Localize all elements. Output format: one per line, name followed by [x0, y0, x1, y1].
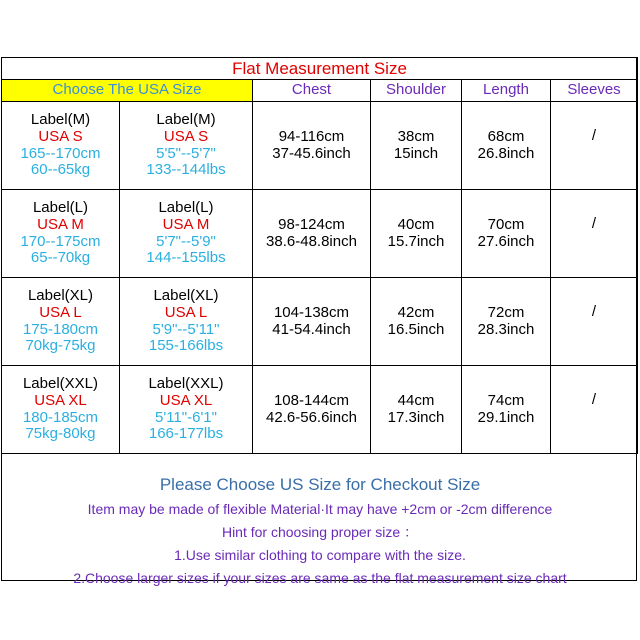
length-cm: 72cm	[487, 303, 525, 321]
length-cm: 74cm	[487, 391, 525, 409]
size-label-cell	[2, 278, 120, 366]
size-label-cell-imperial	[120, 278, 253, 366]
shoulder-cm: 44cm	[397, 391, 435, 409]
size-label-cell-imperial	[120, 102, 253, 190]
chest-inch: 42.6-56.6inch	[266, 408, 357, 426]
shoulder-cell	[371, 190, 462, 278]
shoulder-cm: 40cm	[397, 215, 435, 233]
size-label-cell	[2, 190, 120, 278]
length-cell	[462, 366, 551, 454]
weight-lbs: 155-166lbs	[148, 337, 224, 355]
chest-inch: 38.6-48.8inch	[266, 232, 357, 250]
sleeves-cell	[551, 190, 638, 278]
hint-line-2: 2.Choose larger sizes if your sizes are same as the flat measurement size chart	[73, 570, 567, 586]
sleeves-cell	[551, 102, 638, 190]
sleeves-value: /	[591, 303, 597, 321]
chest-cell	[253, 102, 371, 190]
header-chest: Chest	[253, 80, 371, 102]
shoulder-inch: 17.3inch	[387, 408, 445, 426]
size-label-cell-imperial	[120, 366, 253, 454]
length-inch: 28.3inch	[477, 320, 535, 338]
size-row	[2, 102, 638, 190]
sleeves-cell	[551, 278, 638, 366]
size-label: Label(XXL)	[22, 374, 99, 392]
size-chart-table	[1, 57, 638, 454]
chest-cm: 108-144cm	[273, 391, 350, 409]
chest-cm: 94-116cm	[278, 127, 345, 145]
size-row	[2, 366, 638, 454]
size-label: Label(M)	[156, 110, 216, 128]
shoulder-inch: 16.5inch	[387, 320, 445, 338]
usa-size: USA L	[164, 303, 208, 321]
weight-lbs: 133--144lbs	[146, 161, 226, 179]
header-length: Length	[462, 80, 551, 102]
height-ft: 5'11"-6'1"	[155, 408, 217, 426]
chest-inch: 41-54.4inch	[272, 320, 351, 338]
usa-size: USA XL	[34, 391, 87, 409]
weight-lbs: 144--155lbs	[146, 249, 226, 267]
material-note: Item may be made of flexible Material·It may have +2cm or -2cm difference	[87, 501, 553, 517]
header-sleeves: Sleeves	[551, 80, 638, 102]
size-label: Label(XXL)	[148, 374, 224, 392]
height-cm: 165--170cm	[20, 144, 101, 162]
header-shoulder: Shoulder	[371, 80, 462, 102]
weight-kg: 65--70kg	[30, 249, 91, 267]
shoulder-cell	[371, 102, 462, 190]
weight-kg: 70kg-75kg	[25, 337, 96, 355]
chest-cm: 98-124cm	[278, 215, 345, 233]
weight-kg: 75kg-80kg	[25, 425, 96, 443]
shoulder-cm: 38cm	[397, 127, 435, 145]
usa-size: USA L	[39, 303, 82, 321]
chest-cm: 104-138cm	[273, 303, 350, 321]
shoulder-cell	[371, 366, 462, 454]
sleeves-value: /	[591, 215, 597, 233]
hint-line-1: 1.Use similar clothing to compare with the size.	[174, 547, 466, 563]
chest-cell	[253, 366, 371, 454]
length-inch: 27.6inch	[477, 232, 535, 250]
usa-size: USA S	[38, 127, 83, 145]
chest-cell	[253, 278, 371, 366]
size-label-cell-imperial	[120, 190, 253, 278]
chart-title: Flat Measurement Size	[2, 58, 638, 80]
weight-lbs: 166-177lbs	[148, 425, 224, 443]
chest-cell	[253, 190, 371, 278]
sleeves-cell	[551, 366, 638, 454]
chest-inch: 37-45.6inch	[272, 144, 351, 162]
shoulder-cm: 42cm	[397, 303, 435, 321]
choose-usa-size-label: Choose The USA Size	[2, 80, 253, 102]
size-label-cell	[2, 102, 120, 190]
height-ft: 5'7"--5'9"	[156, 232, 216, 250]
height-cm: 175-180cm	[22, 320, 99, 338]
notes-section	[0, 472, 640, 590]
usa-size: USA M	[37, 215, 84, 233]
size-row	[2, 278, 638, 366]
size-row	[2, 190, 638, 278]
length-inch: 26.8inch	[477, 144, 535, 162]
size-label: Label(L)	[32, 198, 89, 216]
size-label: Label(M)	[30, 110, 91, 128]
length-cell	[462, 190, 551, 278]
usa-size: USA XL	[159, 391, 213, 409]
usa-size: USA M	[162, 215, 210, 233]
height-cm: 180-185cm	[22, 408, 99, 426]
length-inch: 29.1inch	[477, 408, 535, 426]
size-label: Label(L)	[158, 198, 214, 216]
hint-heading: Hint for choosing proper size ：	[221, 524, 419, 540]
length-cm: 68cm	[487, 127, 525, 145]
shoulder-cell	[371, 278, 462, 366]
size-label: Label(XL)	[27, 286, 94, 304]
shoulder-inch: 15inch	[393, 144, 439, 162]
length-cm: 70cm	[487, 215, 525, 233]
checkout-size-note: Please Choose US Size for Checkout Size	[159, 475, 481, 494]
shoulder-inch: 15.7inch	[387, 232, 445, 250]
weight-kg: 60--65kg	[30, 161, 91, 179]
sleeves-value: /	[591, 391, 597, 409]
height-ft: 5'9"--5'11"	[152, 320, 220, 338]
height-cm: 170--175cm	[20, 232, 101, 250]
length-cell	[462, 102, 551, 190]
length-cell	[462, 278, 551, 366]
size-label: Label(XL)	[153, 286, 219, 304]
sleeves-value: /	[591, 127, 597, 145]
height-ft: 5'5"--5'7"	[156, 144, 216, 162]
size-label-cell	[2, 366, 120, 454]
usa-size: USA S	[163, 127, 209, 145]
